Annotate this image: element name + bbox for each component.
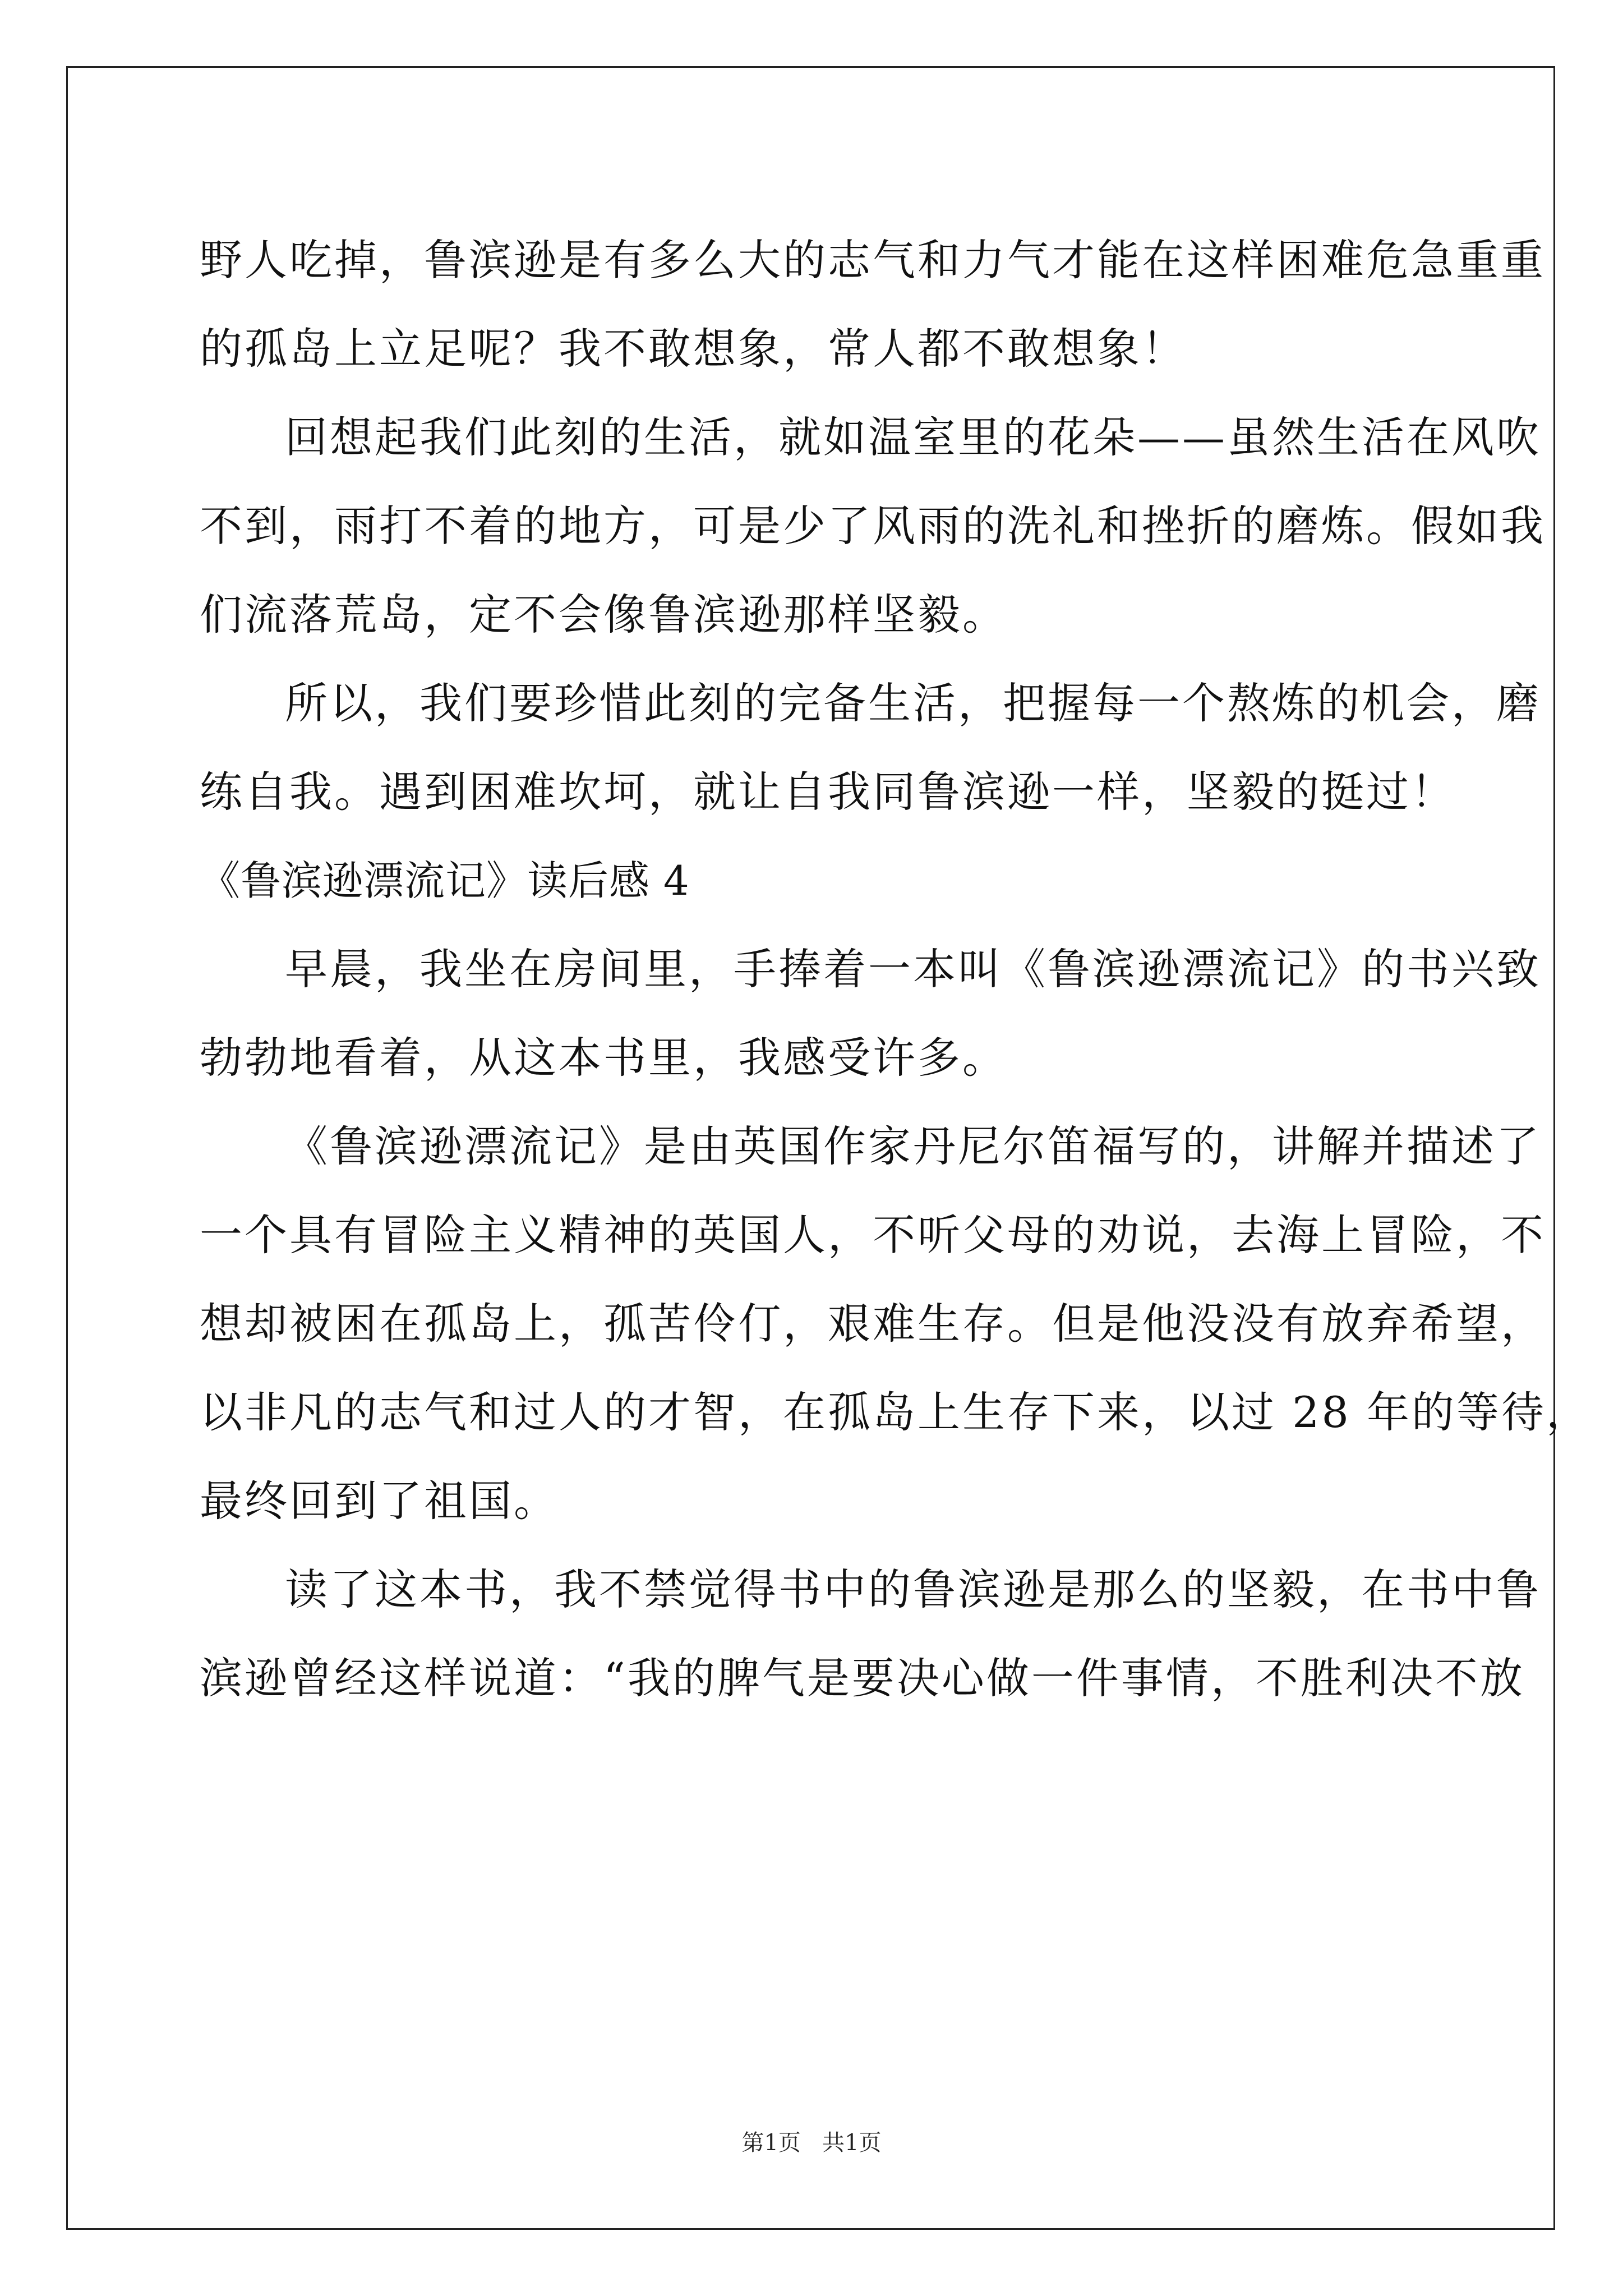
page-number-footer: 第1页 共1页 [741,2130,882,2156]
text-line: 们流落荒岛，定不会像鲁滨逊那样坚毅。 [200,590,1007,639]
text-line: 勃勃地看着，从这本书里，我感受许多。 [200,1033,1007,1083]
text-line: 想却被困在孤岛上，孤苦伶仃，艰难生存。但是他没没有放弃希望， [200,1299,1546,1349]
paragraph-start-line: 《鲁滨逊漂流记》是由英国作家丹尼尔笛福写的，讲解并描述了 [285,1121,1541,1171]
text-line: 滨逊曾经这样说道：“我的脾气是要决心做一件事情，不胜利决不放 [200,1653,1525,1703]
paragraph-start-line: 读了这本书，我不禁觉得书中的鲁滨逊是那么的坚毅，在书中鲁 [285,1565,1541,1614]
text-line: 野人吃掉，鲁滨逊是有多么大的志气和力气才能在这样困难危急重重 [200,235,1546,285]
section-heading: 《鲁滨逊漂流记》读后感 4 [200,857,690,904]
paragraph-start-line: 所以，我们要珍惜此刻的完备生活，把握每一个熬炼的机会，磨 [285,678,1541,728]
text-line: 不到，雨打不着的地方，可是少了风雨的洗礼和挫折的磨炼。假如我 [200,501,1546,551]
text-line: 练自我。遇到困难坎坷，就让自我同鲁滨逊一样，坚毅的挺过！ [200,767,1456,817]
paragraph-start-line: 早晨，我坐在房间里，手捧着一本叫《鲁滨逊漂流记》的书兴致 [285,944,1541,994]
document-body [200,216,1592,1723]
text-line: 一个具有冒险主义精神的英国人，不听父母的劝说，去海上冒险，不 [200,1210,1546,1260]
text-line: 最终回到了祖国。 [200,1476,559,1526]
text-line: 的孤岛上立足呢？我不敢想象，常人都不敢想象！ [200,324,1187,374]
text-line: 以非凡的志气和过人的才智，在孤岛上生存下来，以过 28 年的等待， [200,1387,1592,1437]
paragraph-start-line: 回想起我们此刻的生活，就如温室里的花朵——虽然生活在风吹 [285,412,1541,462]
